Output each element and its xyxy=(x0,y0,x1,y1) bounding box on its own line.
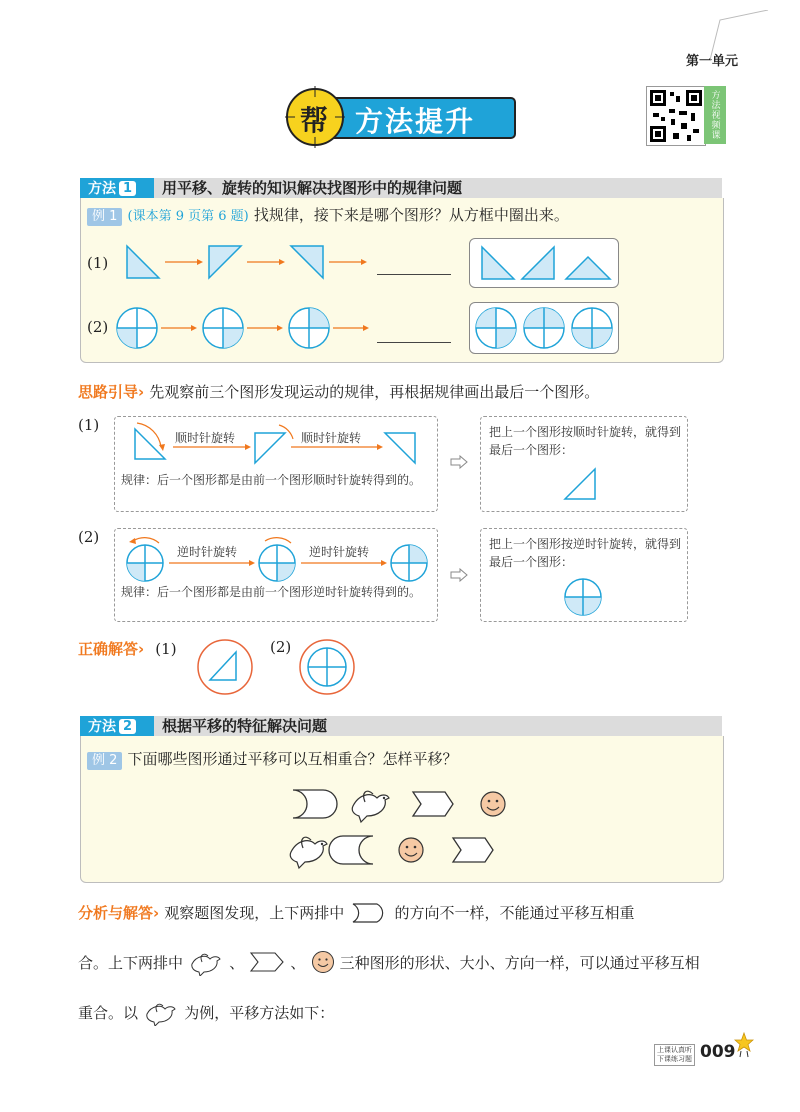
answer-heading xyxy=(78,638,177,659)
chevron-figure-1 xyxy=(413,792,453,816)
guide1-triangle-3 xyxy=(385,433,415,463)
analysis-text-1b: 的方向不一样，不能通过平移互相重 xyxy=(394,904,635,922)
analysis-sep-1: 、 xyxy=(229,954,245,972)
footer-line-2: 下课练习题 xyxy=(657,1055,692,1063)
guide-text: 先观察前三个图形发现运动的规律，再根据规律画出最后一个图形。 xyxy=(149,383,600,401)
corner-decoration xyxy=(710,10,770,60)
dove-icon xyxy=(290,837,327,868)
guide2-arrow1-label: 逆时针旋转 xyxy=(177,545,238,559)
guide-pointer-icon: › xyxy=(138,383,145,401)
page-number: 009 xyxy=(700,1042,736,1062)
row2-circle-1 xyxy=(117,308,157,348)
guide-tag: 思路引导 xyxy=(78,383,139,401)
footer-line-1: 上课认真听 xyxy=(657,1046,692,1054)
analysis-text-1a: 观察题图发现，上下两排中 xyxy=(164,904,345,922)
rotate-arrow-icon xyxy=(133,538,159,543)
top-row-figures xyxy=(281,784,521,824)
arch-figure-2 xyxy=(329,836,373,864)
row1-triangle-2 xyxy=(209,246,241,278)
smiley-inline-icon xyxy=(311,950,335,974)
row1-label: (1) xyxy=(87,254,109,272)
analysis-line-1 xyxy=(78,902,728,924)
example1-tag: 例 1 xyxy=(87,208,122,226)
smiley-icon xyxy=(399,838,423,862)
guide-part1-box xyxy=(114,416,438,512)
example2-panel xyxy=(80,736,724,883)
example2-text: 下面哪些图形通过平移可以互相重合？怎样平移？ xyxy=(127,750,458,768)
row1-answer-blank[interactable] xyxy=(377,274,451,275)
guide-part2-result-box xyxy=(480,528,688,622)
row2-answer-blank[interactable] xyxy=(377,342,451,343)
row2-circle-2 xyxy=(203,308,243,348)
answer-pointer-icon: › xyxy=(138,640,145,658)
analysis-pointer-icon: › xyxy=(153,904,160,922)
guide1-arrow2-label: 顺时针旋转 xyxy=(301,431,362,445)
guide2-circle-3 xyxy=(391,545,427,581)
row2-circle-3 xyxy=(289,308,329,348)
example1-heading xyxy=(87,204,569,226)
guide2-circle-1 xyxy=(127,545,163,581)
guide2-rule: 规律：后一个图形都是由前一个图形逆时针旋转得到的。 xyxy=(121,585,422,599)
row2-sequence xyxy=(115,306,385,350)
guide2-circle-2 xyxy=(259,545,295,581)
choice-1 xyxy=(476,308,516,348)
guide-part1-shapes xyxy=(115,417,437,471)
rotate-arrow-icon xyxy=(265,538,291,543)
guide-part2-box xyxy=(114,528,438,622)
method2-header xyxy=(80,716,722,736)
bottom-row-figures xyxy=(281,830,521,870)
example1-text: 找规律，接下来是哪个图形？从方框中圈出来。 xyxy=(253,206,569,224)
choice-2 xyxy=(522,247,554,279)
row2-choices xyxy=(469,302,619,354)
row1-choice-shapes xyxy=(470,239,618,287)
banner-title: 方法提升 xyxy=(355,105,476,138)
row1-triangle-3 xyxy=(291,246,323,278)
arrow-icon xyxy=(247,325,283,331)
banner-char: 帮 xyxy=(300,104,329,137)
dove-inline-icon xyxy=(143,1000,179,1026)
method-banner xyxy=(285,86,520,148)
arrow-icon xyxy=(333,325,369,331)
method2-title: 根据平移的特征解决问题 xyxy=(162,717,328,735)
answer-label-1: (1) xyxy=(155,640,177,658)
arrow-icon xyxy=(329,259,367,265)
choice-3 xyxy=(572,308,612,348)
arch-figure-1 xyxy=(293,790,337,818)
qr-tag: 方法视频课 xyxy=(704,86,726,144)
hollow-arrow-icon xyxy=(450,568,468,582)
example1-panel xyxy=(80,198,724,363)
guide1-rule: 规律：后一个图形都是由前一个图形顺时针旋转得到的。 xyxy=(121,473,422,487)
guide1-triangle-2 xyxy=(255,433,285,463)
method2-tag-label: 方法 xyxy=(88,719,116,735)
analysis-text-2d: 三种图形的形状、大小、方向一样，可以通过平移互相 xyxy=(339,954,700,972)
example2-tag: 例 2 xyxy=(87,752,122,770)
analysis-text-3a: 重合。以 xyxy=(78,1004,139,1022)
qr-icon xyxy=(647,87,705,145)
guide-part1-label: (1) xyxy=(78,416,100,434)
example2-heading xyxy=(87,748,458,770)
qr-code[interactable] xyxy=(646,86,706,146)
answer2-shape xyxy=(298,638,356,696)
guide1-result-shape xyxy=(561,465,601,505)
guide2-arrow2-label: 逆时针旋转 xyxy=(309,545,370,559)
analysis-line-2 xyxy=(78,950,728,976)
method1-number: 1 xyxy=(119,181,136,196)
method2-tag xyxy=(80,716,154,736)
answer-label-2: (2) xyxy=(270,638,292,656)
analysis-text-2a: 合。上下两排中 xyxy=(78,954,184,972)
guide2-result-text: 把上一个图形按逆时针旋转，就得到最后一个图形： xyxy=(489,537,682,569)
star-mascot-icon xyxy=(734,1032,754,1058)
smiley-icon xyxy=(481,792,505,816)
choice-3 xyxy=(566,257,610,279)
method1-header xyxy=(80,178,722,198)
method2-number: 2 xyxy=(119,719,136,734)
guide1-result-text: 把上一个图形按顺时针旋转，就得到最后一个图形： xyxy=(489,425,682,457)
method1-title: 用平移、旋转的知识解决找图形中的规律问题 xyxy=(162,179,463,197)
method1-tag xyxy=(80,178,154,198)
hollow-arrow-icon xyxy=(450,455,468,469)
analysis-sep-2: 、 xyxy=(290,954,306,972)
row1-triangle-1 xyxy=(127,246,159,278)
arch-inline-icon xyxy=(349,902,389,924)
arrow-icon xyxy=(165,259,203,265)
guide-line xyxy=(78,381,599,403)
answer-tag: 正确解答 xyxy=(78,640,139,658)
analysis-line-3 xyxy=(78,1000,728,1026)
method1-tag-label: 方法 xyxy=(88,181,116,197)
guide2-result-shape xyxy=(563,577,603,617)
guide-part2-shapes xyxy=(115,529,437,585)
choice-2 xyxy=(524,308,564,348)
row2-choice-shapes xyxy=(470,303,618,353)
dove-icon xyxy=(352,791,389,822)
guide-part2-label: (2) xyxy=(78,528,100,546)
dove-inline-icon xyxy=(188,950,224,976)
row2-label: (2) xyxy=(87,318,109,336)
guide1-arrow1-label: 顺时针旋转 xyxy=(175,431,236,445)
arrow-icon xyxy=(247,259,285,265)
analysis-tag: 分析与解答 xyxy=(78,904,154,922)
arrow-icon xyxy=(161,325,197,331)
chevron-inline-icon xyxy=(249,951,285,973)
guide-part1-result-box xyxy=(480,416,688,512)
row1-choices xyxy=(469,238,619,288)
footer-slogan xyxy=(654,1044,695,1066)
unit-label: 第一单元 xyxy=(685,54,738,69)
analysis-text-3b: 为例，平移方法如下： xyxy=(184,1004,335,1022)
chevron-figure-2 xyxy=(453,838,493,862)
row1-sequence xyxy=(121,240,421,284)
example1-source: (课本第 9 页第 6 题) xyxy=(127,209,249,224)
choice-1 xyxy=(482,247,514,279)
answer1-shape xyxy=(196,638,254,696)
